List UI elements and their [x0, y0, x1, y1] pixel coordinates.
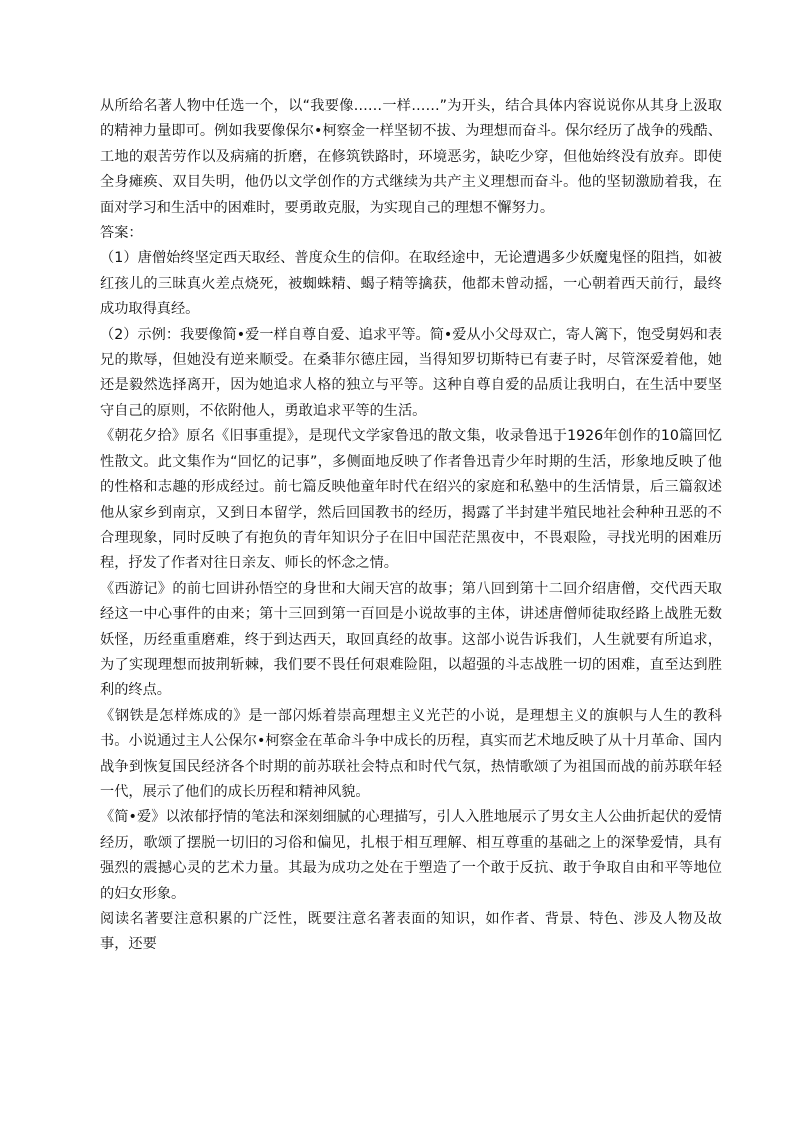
paragraph-xiyouji: 《西游记》的前七回讲孙悟空的身世和大闹天宫的故事；第八回到第十二回介绍唐僧，交代西天取经这一中心事件的由来；第十三回到第一百回是小说故事的主体，讲述唐僧师徒取经路上战胜无数妖怪，历经重重磨难，终于到达西天，取回真经的故事。这部小说告诉我们，人生就要有所追求，为了实现理想而披荆斩棘，我们要不畏任何艰难险阻，以超强的斗志战胜一切的困难，直至达到胜利的终点。: [100, 580, 722, 699]
paragraph-answer-guidance: 从所给名著人物中任选一个，以“我要像……一样……”为开头，结合具体内容说说你从其身上汲取的精神力量即可。例如我要像保尔•柯察金一样坚韧不拔、为理想而奋斗。保尔经历了战争的残酷、工地的艰苦劳作以及病痛的折磨，在修筑铁路时，环境恶劣，缺吃少穿，但他始终没有放弃。即使全身瘫痪、双目失明，他仍以文学创作的方式继续为共产主义理想而奋斗。他的坚韧激励着我，在面对学习和生活中的困难时，要勇敢克服，为实现自己的理想不懈努力。: [100, 98, 722, 216]
paragraph-jianai: 《简•爱》以浓郁抒情的笔法和深刻细腻的心理描写，引人入胜地展示了男女主人公曲折起伏的爱情经历，歌颂了摆脱一切旧的习俗和偏见，扎根于相互理解、相互尊重的基础之上的深挚爱情，具有强烈的震撼心灵的艺术力量。其最为成功之处在于塑造了一个敢于反抗、敢于争取自由和平等地位的妇女形象。: [100, 809, 722, 902]
paragraph-reading-tip: 阅读名著要注意积累的广泛性，既要注意名著表面的知识，如作者、背景、特色、涉及人物及故事，还要: [100, 911, 722, 953]
paragraph-answer-1: （1）唐僧始终坚定西天取经、普度众生的信仰。在取经途中，无论遭遇多少妖魔鬼怪的阻挡，如被红孩儿的三昧真火差点烧死，被蜘蛛精、蝎子精等擒获，他都未曾动摇，一心朝着西天前行，最终成功取得真经。: [100, 250, 722, 318]
paragraph-gangtie: 《钢铁是怎样炼成的》是一部闪烁着崇高理想主义光芒的小说，是理想主义的旗帜与人生的教科书。小说通过主人公保尔•柯察金在革命斗争中成长的历程，真实而艺术地反映了从十月革命、国内战争到恢复国民经济各个时期的前苏联社会特点和时代气氛，热情歌颂了为祖国而战的前苏联年轻一代，展示了他们的成长历程和精神风貌。: [100, 707, 722, 800]
paragraph-zhaohuaxishi: 《朝花夕拾》原名《旧事重提》，是现代文学家鲁迅的散文集，收录鲁迅于1926年创作的10篇回忆性散文。此文集作为“回忆的记事”，多侧面地反映了作者鲁迅青少年时期的生活，形象地反映了他的性格和志趣的形成经过。前七篇反映他童年时代在绍兴的家庭和私塾中的生活情景，后三篇叙述他从家乡到南京，又到日本留学，然后回国教书的经历，揭露了半封建半殖民地社会种种丑恶的不合理现象，同时反映了有抱负的青年知识分子在旧中国茫茫黑夜中，不畏艰险，寻找光明的困难历程，抒发了作者对往日亲友、师长的怀念之情。: [100, 428, 722, 572]
document-body: [100, 94, 722, 958]
answer-heading: 答案：: [100, 225, 143, 242]
paragraph-answer-2: （2）示例：我要像简•爱一样自尊自爱、追求平等。简•爱从小父母双亡，寄人篱下，饱受舅妈和表兄的欺辱，但她没有逆来顺受。在桑菲尔德庄园，当得知罗切斯特已有妻子时，尽管深爱着他，她还是毅然选择离开，因为她追求人格的独立与平等。这种自尊自爱的品质让我明白，在生活中要坚守自己的原则，不依附他人，勇敢追求平等的生活。: [100, 326, 722, 419]
